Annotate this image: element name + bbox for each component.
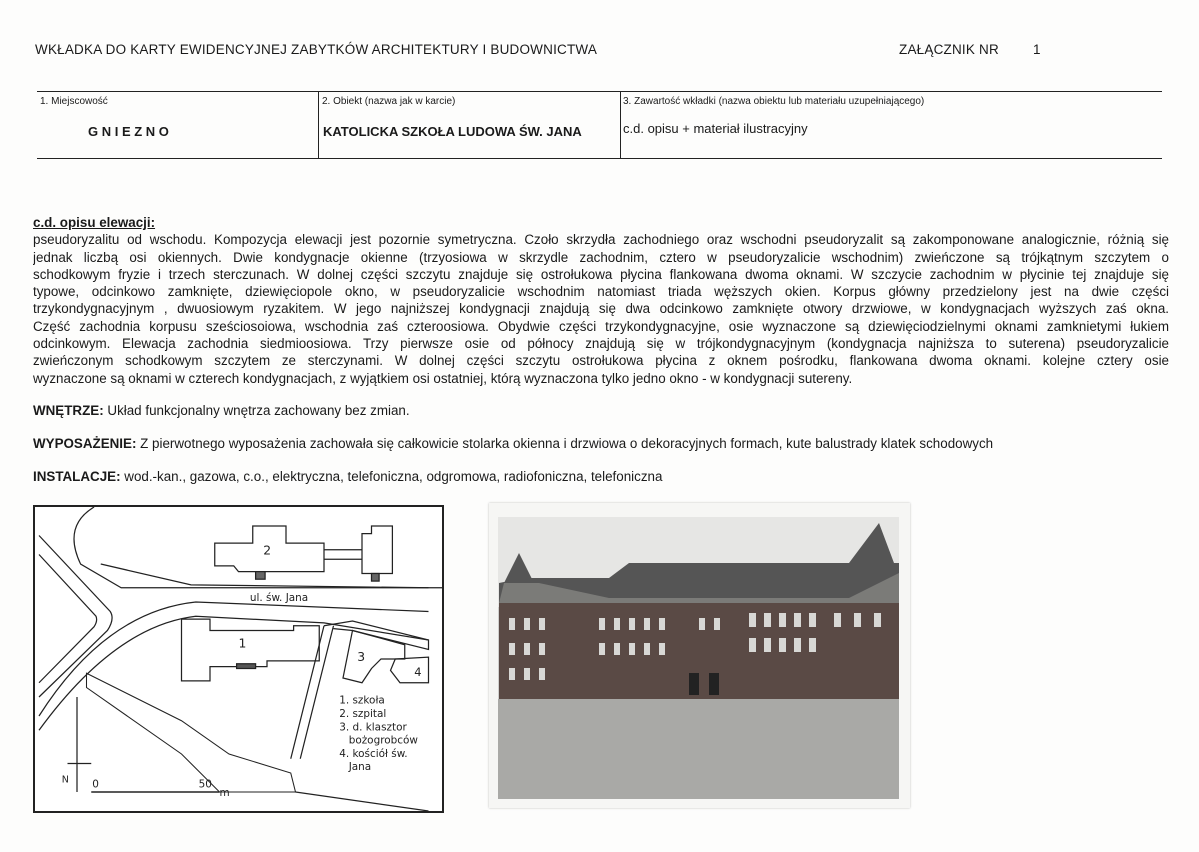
furnishing-text: Z pierwotnego wyposażenia zachowała się całkowicie stolarka okienna i drzwiowa o dekoracyjnych formach, kute balustrady klatek schodowych [136, 436, 994, 451]
scale-end: 50 [198, 778, 212, 791]
legend-item: Jana [348, 761, 372, 774]
document-title: WKŁADKA DO KARTY EWIDENCYJNEJ ZABYTKÓW ARCHITEKTURY I BUDOWNICTWA [35, 42, 598, 57]
building-church [391, 657, 429, 683]
table-top-border [37, 91, 1162, 92]
building-number-1: 1 [238, 636, 247, 651]
description-line: schodkowym fryzie i trzech sterczunach. W dolnej części szczytu znajduje się ostrołukowa płycina flankowana dwoma oknami. W szczycie zachodnim w płycinie tej znajduje się [33, 266, 1169, 282]
site-plan-map [33, 505, 444, 813]
elevation-description [33, 214, 1169, 387]
description-line: zwieńczonym schodkowym szczytem ze sterczynami. W dolnej części szczytu ostrołukowa płycina z oknem pośrodku, flankowana dwoma oknami. kolejne cztery osie [33, 353, 1169, 369]
description-title: c.d. opisu elewacji: [33, 215, 156, 230]
attachment-label: ZAŁĄCZNIK NR [899, 42, 999, 57]
column-divider [318, 91, 319, 158]
installations-label: INSTALACJE: [33, 469, 121, 484]
legend-item: 2. szpital [339, 707, 387, 720]
field-label-object: 2. Obiekt (nazwa jak w karcie) [322, 96, 456, 107]
building-number-4: 4 [414, 665, 422, 680]
field-value-contents: c.d. opisu + materiał ilustracyjny [623, 121, 808, 136]
school-building-photo [489, 503, 910, 808]
installations-text: wod.-kan., gazowa, c.o., elektryczna, telefoniczna, odgromowa, radiofoniczna, telefoniczna [120, 469, 663, 484]
description-line: pseudoryzalitu od wschodu. Kompozycja elewacji jest pozornie symetryczna. Czoło skrzydła zachodniego oraz wschodni pseudoryzalit są zakomponowane analogicznie, różnią się [33, 232, 1169, 248]
field-label-locality: 1. Miejscowość [40, 96, 108, 107]
scale-start: 0 [92, 778, 99, 791]
furnishing-section [33, 436, 993, 451]
furnishing-label: WYPOSAŻENIE: [33, 436, 137, 451]
building-school [182, 619, 320, 681]
description-line: Część zachodnia korpusu sześciosoiowa, wschodnia zaś czteroosiowa. Obydwie części trzykondygnacyjne, osie wyznaczone są dziewięciodzielnymi oknami zamknietymi łukiem [33, 318, 1169, 334]
north-arrow-label: N [61, 774, 69, 786]
legend-item: 4. kościół św. [339, 747, 408, 760]
interior-label: WNĘTRZE: [33, 403, 104, 418]
table-bottom-border [37, 158, 1162, 159]
legend-item: bożogrobców [348, 734, 418, 747]
building-number-3: 3 [357, 649, 366, 664]
scale-unit: m [219, 786, 230, 799]
description-line: trzykondygnacyjnym , dwuosiowym ryzakitem. W jego najniższej kondygnacji znajdują się dwa odcinkowo zamknięte otwory drzwiowe, w kondygnacjach wyższych zaś okna. [33, 301, 1169, 317]
column-divider [620, 91, 621, 158]
legend-item: 1. szkoła [339, 694, 385, 707]
attachment-number: 1 [1033, 42, 1041, 57]
building-monastery [343, 631, 405, 683]
street-label: ul. św. Jana [249, 592, 309, 605]
installations-section [33, 469, 662, 484]
description-line: jednak liczbą osi okiennych. Dwie kondygnacje okienne (trzyosiowa w skrzydle zachodnim, cztero w pseudoryzalicie wschodnim) zwieńczone są trójkątnym szczytem o [33, 249, 1169, 265]
building-number-2: 2 [263, 543, 272, 558]
interior-section [33, 403, 410, 418]
description-line: wyznaczone są oknami w czterech kondygnacjach, z wyjątkiem osi ostatniej, którą wyznaczona tylko jedno okno - w kondygnacji sutereny. [33, 370, 853, 386]
field-value-locality: G N I E Z N O [88, 124, 169, 139]
description-line: odcinkowym. Elewacja zachodnia siedmioosiowa. Trzy pierwsze osie od północy znajdują się w trójkondygnacyjnym (kondygnacja najniższa to suterena) pseudoryzalicie [33, 336, 1169, 352]
legend-item: 3. d. klasztor [339, 721, 407, 734]
field-label-contents: 3. Zawartość wkładki (nazwa obiektu lub materiału uzupełniającego) [623, 96, 925, 107]
interior-text: Układ funkcjonalny wnętrza zachowany bez zmian. [103, 403, 410, 418]
field-value-object: KATOLICKA SZKOŁA LUDOWA ŚW. JANA [323, 124, 582, 139]
description-line: typowe, odcinkowo zamknięte, dziewięciopole okno, w pseudoryzalicie wschodnim natomiast triada węższych okien. Korpus główny przedzielony jest na dwie części [33, 284, 1169, 300]
